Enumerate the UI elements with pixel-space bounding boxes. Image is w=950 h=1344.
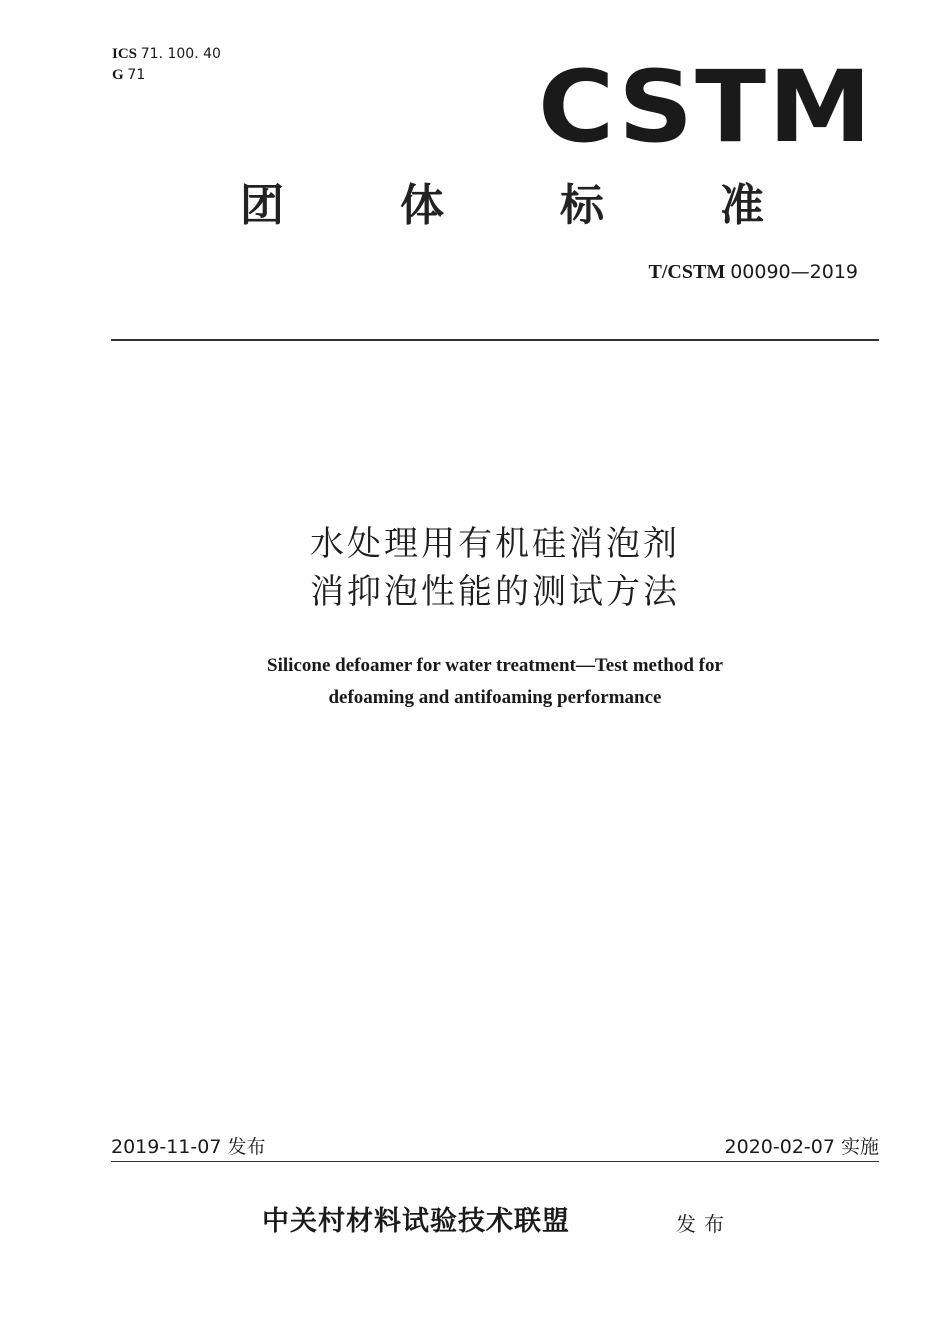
standard-number-value: 00090—2019 bbox=[730, 261, 858, 283]
publish-date: 2019-11-07 发布 bbox=[111, 1136, 266, 1158]
ics-label: ICS bbox=[112, 46, 138, 62]
footer-divider bbox=[111, 1161, 879, 1162]
issuing-organization: 中关村材料试验技术联盟 bbox=[262, 1206, 570, 1237]
english-title-line: defoaming and antifoaming performance bbox=[328, 687, 662, 708]
standard-kind-char: 团 bbox=[240, 180, 284, 231]
english-title bbox=[0, 650, 950, 714]
ccs-value: 71 bbox=[127, 67, 146, 83]
chinese-title-line: 水处理用有机硅消泡剂 bbox=[310, 524, 680, 564]
chinese-title-line: 消抑泡性能的测试方法 bbox=[310, 572, 680, 612]
standard-kind-char: 标 bbox=[560, 180, 604, 231]
standard-kind-heading bbox=[232, 180, 772, 232]
standard-kind-char: 体 bbox=[400, 180, 444, 231]
cstm-logo bbox=[538, 48, 874, 165]
english-title-line: Silicone defoamer for water treatment—Test method for bbox=[267, 655, 723, 676]
cstm-logo-text: CSTM bbox=[538, 48, 874, 165]
ics-value: 71. 100. 40 bbox=[140, 46, 221, 62]
chinese-title bbox=[0, 520, 950, 616]
standard-kind-char: 准 bbox=[720, 180, 764, 231]
classification-codes bbox=[112, 44, 221, 86]
header-divider bbox=[111, 339, 879, 341]
standard-number bbox=[649, 258, 858, 286]
issue-label: 发布 bbox=[676, 1212, 732, 1236]
standard-prefix: T/CSTM bbox=[648, 261, 726, 283]
implement-date: 2020-02-07 实施 bbox=[724, 1136, 879, 1158]
ics-code bbox=[112, 44, 221, 65]
ccs-code bbox=[112, 65, 221, 86]
ccs-label: G bbox=[112, 67, 124, 83]
